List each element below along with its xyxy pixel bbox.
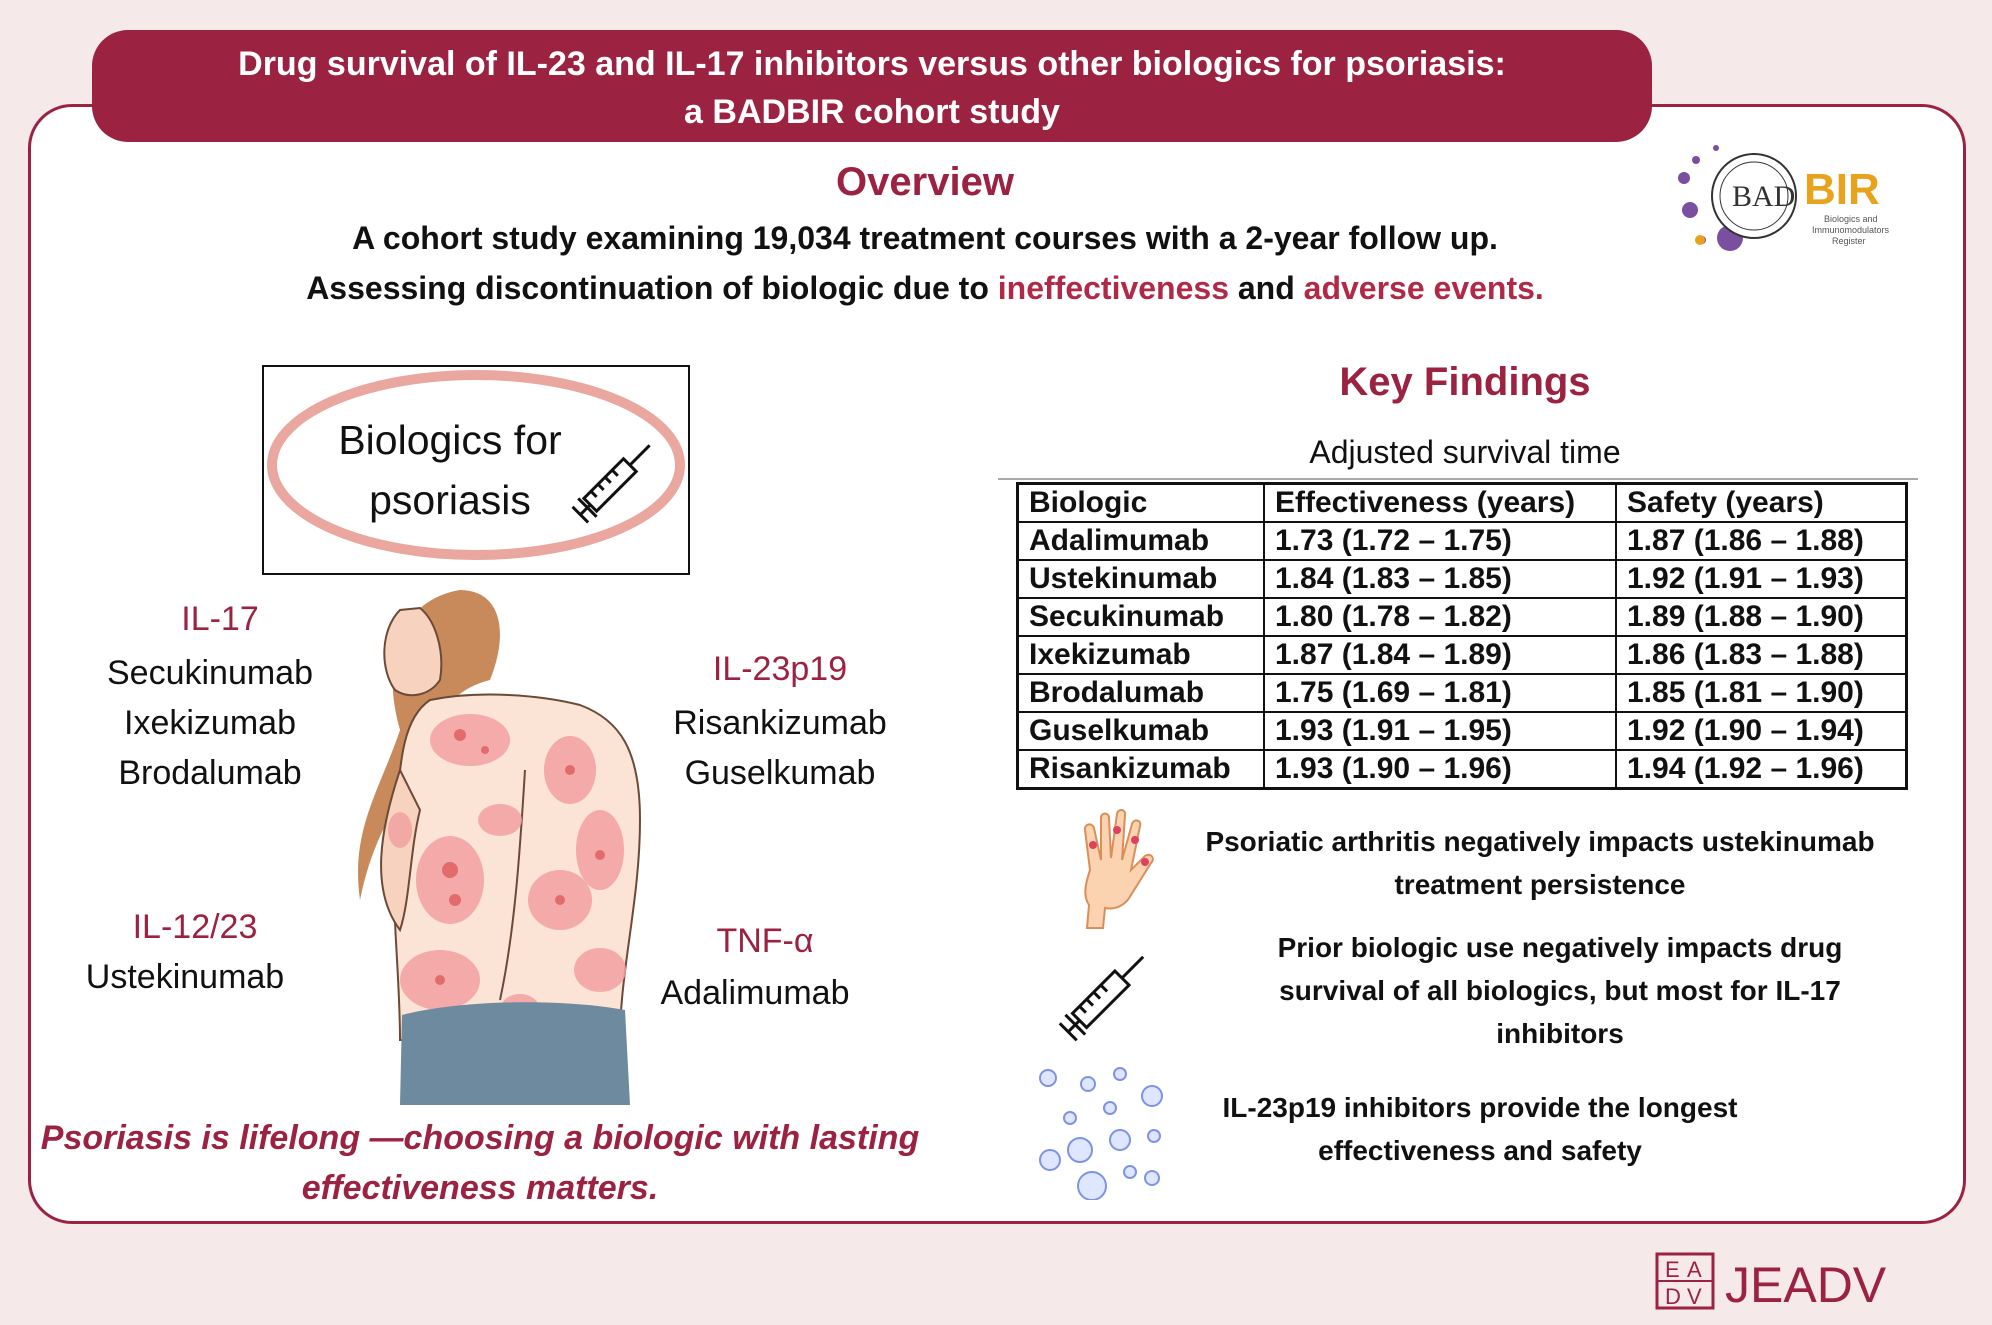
table-title: Adjusted survival time <box>1309 434 1621 470</box>
cell-biologic: Guselkumab <box>1018 712 1265 750</box>
bubbles-icon <box>1030 1060 1170 1200</box>
group-label-tnf: TNF-α <box>716 922 814 960</box>
overview-line-2 <box>0 270 1850 307</box>
title-line-1: Drug survival of IL-23 and IL-17 inhibitors versus other biologics for psoriasis: <box>238 45 1506 83</box>
syringe-icon <box>1045 935 1165 1055</box>
quote-line-1: Psoriasis is lifelong —choosing a biologic with lasting <box>40 1119 920 1157</box>
cell-safety: 1.92 (1.91 – 1.93) <box>1616 560 1907 598</box>
patient-back-illustration <box>340 570 660 1110</box>
overview-line-2-mid: and <box>1237 270 1295 306</box>
table-row <box>1018 750 1907 789</box>
key-findings-heading: Key Findings <box>1339 360 1591 404</box>
cell-safety: 1.87 (1.86 – 1.88) <box>1616 522 1907 560</box>
cell-biologic: Ixekizumab <box>1018 636 1265 674</box>
cell-biologic: Brodalumab <box>1018 674 1265 712</box>
jeadv-letter-e: E <box>1665 1257 1680 1282</box>
logo-sub-1: Biologics and <box>1824 214 1878 224</box>
finding-1-line-1: Psoriatic arthritis negatively impacts ustekinumab <box>1205 826 1875 857</box>
finding-2-line-1: Prior biologic use negatively impacts drug <box>1277 932 1843 963</box>
overview-heading: Overview <box>836 160 1014 204</box>
badbir-logo-graphic <box>1672 140 1932 260</box>
cell-effectiveness: 1.80 (1.78 – 1.82) <box>1264 598 1616 636</box>
table-rule <box>998 478 1918 480</box>
drug-ustekinumab: Ustekinumab <box>85 958 285 996</box>
jeadv-letter-a: A <box>1687 1257 1702 1282</box>
ineffectiveness-text: ineffectiveness <box>997 270 1229 306</box>
jeadv-letter-v: V <box>1687 1284 1702 1309</box>
table-header-row <box>1018 484 1907 523</box>
table-row <box>1018 712 1907 750</box>
table-row <box>1018 636 1907 674</box>
cell-safety: 1.94 (1.92 – 1.96) <box>1616 750 1907 789</box>
adverse-events-text: adverse events. <box>1303 270 1544 306</box>
drug-secukinumab: Secukinumab <box>106 654 313 692</box>
cell-effectiveness: 1.84 (1.83 – 1.85) <box>1264 560 1616 598</box>
finding-3-line-1: IL-23p19 inhibitors provide the longest <box>1222 1092 1738 1123</box>
group-label-il17: IL-17 <box>181 600 259 638</box>
jeadv-logo <box>1655 1250 1935 1312</box>
overview-line-1: A cohort study examining 19,034 treatment courses with a 2-year follow up. <box>352 220 1498 256</box>
title-banner <box>92 30 1652 142</box>
cell-effectiveness: 1.87 (1.84 – 1.89) <box>1264 636 1616 674</box>
cell-safety: 1.86 (1.83 – 1.88) <box>1616 636 1907 674</box>
bad-text: BAD <box>1732 180 1796 213</box>
finding-2-line-3: inhibitors <box>1496 1018 1624 1049</box>
biologics-title-line-1: Biologics for <box>338 417 562 463</box>
table-row <box>1018 598 1907 636</box>
title-line-2: a BADBIR cohort study <box>684 93 1060 131</box>
logo-sub-2: Immunomodulators <box>1812 225 1890 235</box>
cell-biologic: Ustekinumab <box>1018 560 1265 598</box>
finding-psoriatic-arthritis <box>1160 820 1920 906</box>
cell-safety: 1.89 (1.88 – 1.90) <box>1616 598 1907 636</box>
syringe-icon <box>560 425 670 535</box>
badbir-logo <box>1672 140 1932 260</box>
finding-3-line-2: effectiveness and safety <box>1318 1135 1642 1166</box>
cell-effectiveness: 1.73 (1.72 – 1.75) <box>1264 522 1616 560</box>
drug-brodalumab: Brodalumab <box>118 754 302 792</box>
survival-table <box>1016 482 1908 790</box>
drug-adalimumab: Adalimumab <box>660 974 850 1012</box>
table-row <box>1018 674 1907 712</box>
col-header-effectiveness: Effectiveness (years) <box>1264 484 1616 523</box>
jeadv-letter-d: D <box>1665 1284 1681 1309</box>
table-row <box>1018 522 1907 560</box>
drug-ixekizumab: Ixekizumab <box>124 704 296 742</box>
finding-il23p19 <box>1160 1086 1800 1172</box>
drug-guselkumab: Guselkumab <box>684 754 876 792</box>
drug-risankizumab: Risankizumab <box>673 704 887 742</box>
overview-line-2-prefix: Assessing discontinuation of biologic due to <box>306 270 989 306</box>
cell-effectiveness: 1.75 (1.69 – 1.81) <box>1264 674 1616 712</box>
cell-effectiveness: 1.93 (1.91 – 1.95) <box>1264 712 1616 750</box>
col-header-biologic: Biologic <box>1018 484 1265 523</box>
quote-line-2: effectiveness matters. <box>301 1169 659 1207</box>
bir-text: BIR <box>1804 165 1880 214</box>
cell-safety: 1.85 (1.81 – 1.90) <box>1616 674 1907 712</box>
finding-prior-biologic <box>1200 926 1920 1055</box>
biologics-title <box>300 410 600 530</box>
group-label-il23p19: IL-23p19 <box>712 650 848 688</box>
group-label-il1223: IL-12/23 <box>132 908 258 946</box>
arthritic-hand-icon <box>1065 800 1165 930</box>
finding-2-line-2: survival of all biologics, but most for IL-17 <box>1279 975 1841 1006</box>
lifelong-quote <box>40 1113 920 1213</box>
cell-effectiveness: 1.93 (1.90 – 1.96) <box>1264 750 1616 789</box>
jeadv-logo-graphic <box>1655 1250 1935 1312</box>
table-row <box>1018 560 1907 598</box>
cell-safety: 1.92 (1.90 – 1.94) <box>1616 712 1907 750</box>
cell-biologic: Secukinumab <box>1018 598 1265 636</box>
biologics-title-line-2: psoriasis <box>369 477 531 523</box>
jeadv-text: JEADV <box>1725 1257 1887 1312</box>
finding-1-line-2: treatment persistence <box>1394 869 1686 900</box>
col-header-safety: Safety (years) <box>1616 484 1907 523</box>
logo-sub-3: Register <box>1832 236 1866 246</box>
cell-biologic: Risankizumab <box>1018 750 1265 789</box>
cell-biologic: Adalimumab <box>1018 522 1265 560</box>
